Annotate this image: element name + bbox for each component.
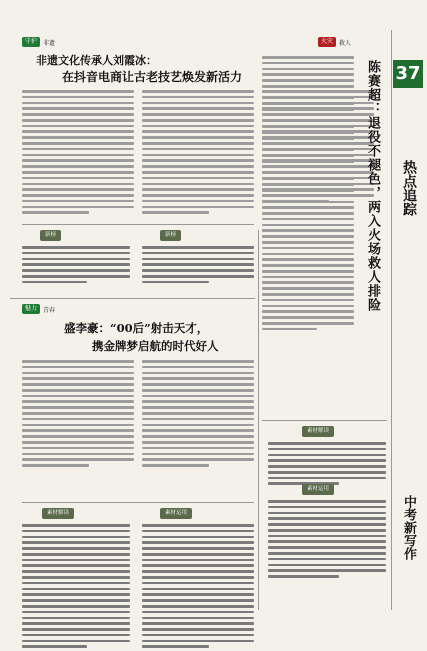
article2-divider <box>22 502 254 503</box>
article1-tag-label: 守护 <box>22 37 40 47</box>
article3-tag-label: 火灾 <box>318 37 336 47</box>
article2-col2 <box>142 360 254 470</box>
article3-tag <box>318 36 351 48</box>
article1-box1-label: 新榜 <box>40 230 61 241</box>
article3-box2-label: 素材运用 <box>302 484 334 495</box>
article1-box1-text <box>22 246 130 286</box>
article3-divider <box>262 420 387 421</box>
article2-tag-label: 魅力 <box>22 304 40 314</box>
article2-col1 <box>22 360 134 470</box>
article-divider <box>10 298 255 299</box>
article1-title-line1: 非遗文化传承人刘霞冰： <box>36 54 157 67</box>
article1-tag <box>22 36 55 48</box>
article1-box2-label: 新榜 <box>160 230 181 241</box>
article3-intro <box>262 56 354 334</box>
article3-tag-suffix: 救人 <box>339 39 352 47</box>
article1-col2 <box>142 90 254 217</box>
column-divider <box>258 230 259 610</box>
article1-title-line2: 在抖音电商让古老技艺焕发新活力 <box>62 70 243 84</box>
article2-title-line1: 盛李豪：“00后”射击天才， <box>64 321 209 335</box>
article3-box2-text <box>268 500 386 581</box>
page-number: 37 <box>393 60 423 88</box>
section-title: 热点追踪 <box>401 160 417 216</box>
article1-tag-suffix: 非遗 <box>43 39 56 47</box>
article2-box1-label: 素材解读 <box>42 508 74 519</box>
article2-title-line2: 携金牌梦启航的时代好人 <box>92 339 219 353</box>
footer-title: 中考新写作 <box>401 495 416 560</box>
article2-box2-label: 素材运用 <box>160 508 192 519</box>
article3-box1-label: 素材解读 <box>302 426 334 437</box>
right-divider <box>391 30 392 610</box>
article1-divider <box>22 224 254 225</box>
article3-box1-text <box>268 442 386 488</box>
article2-box2-text <box>142 524 254 651</box>
article1-box2-text <box>142 246 254 286</box>
article1-col1 <box>22 90 134 217</box>
article3-vertical-title: 陈赛超：退役不褪色，两入火场救人排险 <box>365 60 380 312</box>
article2-tag-suffix: 青春 <box>43 306 56 314</box>
article2-box1-text <box>22 524 130 651</box>
article2-tag <box>22 303 55 315</box>
